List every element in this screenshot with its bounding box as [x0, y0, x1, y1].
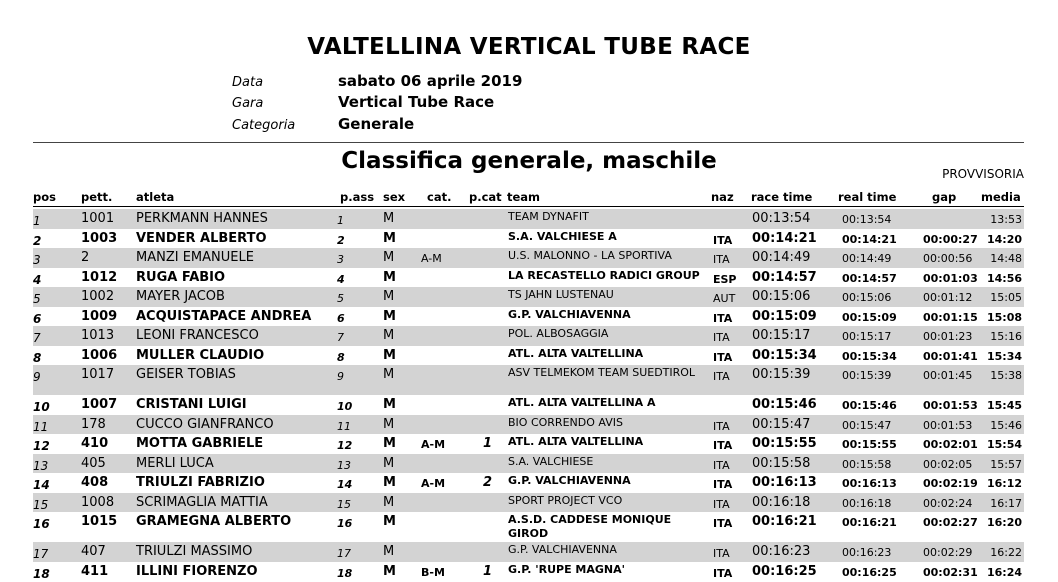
cell-team: ATL. ALTA VALTELLINA A	[508, 396, 656, 409]
col-header-gap: gap	[932, 190, 957, 204]
cell-sex: M	[383, 230, 396, 246]
cell-team: G.P. VALCHIAVENNA	[508, 543, 617, 556]
cell-position: 15	[33, 497, 49, 512]
cell-overall-place: 14	[337, 478, 353, 491]
cell-average: 14:56	[986, 271, 1022, 285]
cell-sex: M	[383, 416, 395, 432]
cell-category: B-M	[421, 565, 445, 579]
cell-athlete-name: ILLINI FIORENZO	[136, 563, 258, 579]
cell-team: G.P. VALCHIAVENNA	[508, 474, 631, 487]
cell-gap: 00:00:27	[923, 232, 978, 246]
cell-real-time: 00:13:54	[842, 213, 892, 226]
cell-bib-number: 1013	[81, 328, 115, 343]
cell-nation: ITA	[713, 566, 733, 580]
cell-gap: 00:02:05	[923, 457, 973, 471]
cell-position: 12	[33, 439, 50, 453]
meta-value-categoria: Generale	[338, 115, 415, 133]
cell-nation: ITA	[713, 331, 730, 344]
cell-athlete-name: MOTTA GABRIELE	[136, 436, 264, 451]
cell-position: 1	[33, 214, 41, 228]
cell-gap: 00:01:53	[923, 399, 978, 412]
cell-overall-place: 12	[337, 439, 353, 452]
cell-bib-number: 1012	[81, 269, 118, 285]
cell-real-time: 00:15:34	[842, 349, 897, 363]
cell-bib-number: 1006	[81, 347, 118, 363]
cell-sex: M	[383, 250, 395, 265]
cell-athlete-name: MANZI EMANUELE	[136, 250, 254, 265]
cell-sex: M	[383, 563, 396, 579]
col-header-pass: p.ass	[340, 190, 375, 204]
cell-gap: 00:01:41	[923, 349, 978, 363]
ranking-title: Classifica generale, maschile	[341, 148, 717, 174]
cell-race-time: 00:16:18	[752, 494, 811, 510]
table-row	[33, 346, 1024, 366]
cell-athlete-name: GEISER TOBIAS	[136, 367, 236, 382]
cell-sex: M	[383, 328, 395, 343]
cell-sex: M	[383, 544, 395, 559]
cell-athlete-name: CRISTANI LUIGI	[136, 397, 247, 412]
cell-sex: M	[383, 308, 396, 324]
cell-athlete-name: TRIULZI MASSIMO	[136, 544, 253, 559]
cell-team: U.S. MALONNO - LA SPORTIVA	[508, 249, 672, 262]
cell-position: 14	[33, 478, 50, 492]
table-row	[33, 307, 1024, 327]
table-row	[33, 454, 1024, 474]
cell-nation: ITA	[713, 439, 733, 452]
cell-bib-number: 411	[81, 563, 109, 579]
cell-race-time: 00:16:25	[752, 563, 817, 579]
cell-athlete-name: PERKMANN HANNES	[136, 211, 268, 226]
cell-gap: 00:02:31	[923, 565, 978, 579]
cell-team: ASV TELMEKOM TEAM SUEDTIROL	[508, 366, 696, 379]
cell-position: 9	[33, 370, 41, 384]
cell-real-time: 00:15:39	[842, 369, 892, 382]
cell-real-time: 00:14:21	[842, 232, 897, 246]
cell-bib-number: 408	[81, 475, 109, 490]
cell-race-time: 00:16:13	[752, 475, 817, 490]
cell-overall-place: 17	[337, 547, 351, 560]
cell-bib-number: 405	[81, 455, 106, 471]
cell-position: 6	[33, 311, 42, 326]
cell-team: G.P. VALCHIAVENNA	[508, 307, 631, 321]
cell-overall-place: 2	[337, 233, 345, 247]
table-row	[33, 415, 1024, 435]
cell-position: 13	[33, 458, 49, 473]
cell-position: 17	[33, 547, 49, 561]
cell-overall-place: 5	[337, 292, 344, 305]
cell-nation: ITA	[713, 458, 730, 472]
cell-average: 16:17	[990, 496, 1022, 510]
cell-gap: 00:01:23	[923, 330, 973, 343]
cell-bib-number: 1009	[81, 308, 118, 324]
cell-bib-number: 1017	[81, 367, 115, 382]
cell-average: 15:34	[986, 349, 1022, 363]
cell-gap: 00:01:45	[923, 369, 973, 382]
cell-race-time: 00:14:49	[752, 250, 811, 265]
cell-race-time: 00:15:47	[752, 416, 811, 432]
cell-real-time: 00:16:25	[842, 565, 897, 579]
col-header-sex: sex	[383, 190, 406, 204]
cell-average: 15:57	[990, 457, 1022, 471]
cell-nation: ITA	[713, 478, 733, 491]
cell-overall-place: 7	[337, 331, 344, 344]
cell-race-time: 00:15:34	[752, 347, 817, 363]
table-row	[33, 473, 1024, 493]
cell-race-time: 00:15:17	[752, 328, 811, 343]
cell-race-time: 00:15:09	[752, 308, 817, 324]
cell-category: A-M	[421, 477, 446, 490]
cell-overall-place: 18	[337, 566, 353, 580]
cell-average: 15:54	[986, 438, 1022, 451]
cell-race-time: 00:15:06	[752, 289, 811, 304]
cell-gap: 00:02:19	[923, 477, 978, 490]
cell-position: 2	[33, 233, 42, 248]
cell-athlete-name: MAYER JACOB	[136, 289, 225, 304]
cell-race-time: 00:15:46	[752, 397, 817, 412]
cell-real-time: 00:14:57	[842, 271, 897, 285]
cell-nation: ITA	[713, 419, 730, 433]
cell-sex: M	[383, 494, 395, 510]
table-row	[33, 512, 1024, 542]
cell-real-time: 00:15:55	[842, 438, 897, 451]
cell-team: TS JAHN LUSTENAU	[508, 288, 614, 301]
cell-bib-number: 2	[81, 250, 90, 265]
cell-overall-place: 4	[337, 272, 345, 286]
cell-gap: 00:01:03	[923, 271, 978, 285]
cell-nation: ITA	[713, 233, 733, 247]
table-row	[33, 287, 1024, 307]
cell-real-time: 00:16:13	[842, 477, 897, 490]
cell-bib-number: 1015	[81, 514, 118, 529]
cell-athlete-name: TRIULZI FABRIZIO	[136, 475, 265, 490]
cell-sex: M	[383, 514, 396, 529]
cell-team: S.A. VALCHIESE A	[508, 229, 617, 243]
cell-team: LA RECASTELLO RADICI GROUP	[508, 268, 700, 282]
cell-position: 3	[33, 253, 41, 267]
cell-real-time: 00:15:58	[842, 457, 892, 471]
column-header-rule	[33, 206, 1024, 207]
cell-position: 7	[33, 331, 41, 345]
cell-team: ATL. ALTA VALTELLINA	[508, 346, 644, 360]
cell-race-time: 00:15:39	[752, 367, 811, 382]
cell-nation: ITA	[713, 253, 730, 266]
cell-overall-place: 9	[337, 370, 344, 383]
cell-average: 15:05	[990, 291, 1022, 304]
cell-bib-number: 178	[81, 416, 106, 432]
header-divider	[33, 142, 1024, 143]
cell-average: 16:24	[986, 565, 1022, 579]
cell-team: SPORT PROJECT VCO	[508, 493, 623, 507]
cell-race-time: 00:16:21	[752, 514, 817, 529]
cell-athlete-name: VENDER ALBERTO	[136, 230, 267, 246]
cell-category-place: 1	[483, 436, 493, 451]
cell-bib-number: 1008	[81, 494, 115, 510]
cell-average: 16:12	[986, 477, 1022, 490]
cell-category: A-M	[421, 438, 446, 451]
table-row	[33, 229, 1024, 249]
cell-real-time: 00:16:23	[842, 546, 892, 559]
table-row	[33, 542, 1024, 562]
cell-gap: 00:02:29	[923, 546, 973, 559]
cell-race-time: 00:16:23	[752, 544, 811, 559]
col-header-pos: pos	[33, 190, 56, 204]
cell-category-place: 1	[483, 563, 493, 579]
col-header-cat: cat.	[427, 190, 452, 204]
cell-nation: ESP	[713, 272, 737, 286]
table-row	[33, 268, 1024, 288]
col-header-pcat: p.cat	[469, 190, 502, 204]
cell-average: 15:45	[986, 399, 1022, 412]
cell-average: 16:20	[986, 516, 1022, 529]
cell-nation: ITA	[713, 517, 733, 530]
cell-overall-place: 1	[337, 214, 344, 227]
meta-label-gara: Gara	[232, 96, 264, 111]
cell-real-time: 00:15:09	[842, 310, 897, 324]
col-header-real-time: real time	[838, 190, 897, 204]
table-row	[33, 562, 1024, 582]
cell-team: S.A. VALCHIESE	[508, 454, 594, 468]
cell-overall-place: 10	[337, 400, 353, 413]
cell-real-time: 00:16:21	[842, 516, 897, 529]
cell-athlete-name: SCRIMAGLIA MATTIA	[136, 494, 268, 510]
cell-sex: M	[383, 436, 396, 451]
meta-value-gara: Vertical Tube Race	[338, 93, 495, 111]
table-row	[33, 209, 1024, 229]
cell-athlete-name: MULLER CLAUDIO	[136, 347, 265, 363]
cell-gap: 00:01:15	[923, 310, 978, 324]
cell-real-time: 00:15:06	[842, 291, 892, 304]
cell-athlete-name: GRAMEGNA ALBERTO	[136, 514, 292, 529]
cell-average: 15:16	[990, 330, 1022, 343]
cell-athlete-name: RUGA FABIO	[136, 269, 226, 285]
cell-race-time: 00:14:21	[752, 230, 817, 246]
cell-position: 4	[33, 272, 42, 287]
cell-bib-number: 410	[81, 436, 109, 451]
table-row	[33, 395, 1024, 415]
cell-real-time: 00:14:49	[842, 252, 892, 265]
cell-real-time: 00:15:17	[842, 330, 892, 343]
cell-overall-place: 11	[337, 419, 351, 433]
col-header-atleta: atleta	[136, 190, 175, 204]
cell-nation: ITA	[713, 547, 730, 560]
cell-overall-place: 16	[337, 517, 353, 530]
cell-sex: M	[383, 455, 395, 471]
cell-team: ATL. ALTA VALTELLINA	[508, 435, 644, 448]
cell-gap: 00:02:01	[923, 438, 978, 451]
cell-overall-place: 8	[337, 350, 345, 364]
cell-category-place: 2	[483, 475, 493, 490]
table-row	[33, 434, 1024, 454]
cell-race-time: 00:15:55	[752, 436, 817, 451]
cell-race-time: 00:15:58	[752, 455, 811, 471]
cell-position: 5	[33, 292, 41, 306]
table-row	[33, 326, 1024, 346]
cell-athlete-name: LEONI FRANCESCO	[136, 328, 259, 343]
cell-overall-place: 3	[337, 253, 344, 266]
meta-label-categoria: Categoria	[232, 118, 296, 133]
cell-average: 14:48	[990, 252, 1022, 265]
col-header-race-time: race time	[751, 190, 813, 204]
table-row	[33, 493, 1024, 513]
cell-nation: ITA	[713, 311, 733, 325]
cell-gap: 00:01:12	[923, 291, 973, 304]
cell-average: 15:46	[990, 418, 1022, 432]
meta-value-data: sabato 06 aprile 2019	[338, 72, 523, 90]
cell-sex: M	[383, 475, 396, 490]
cell-gap: 00:01:53	[923, 418, 973, 432]
cell-sex: M	[383, 367, 395, 382]
cell-overall-place: 13	[337, 458, 351, 472]
cell-team: POL. ALBOSAGGIA	[508, 327, 609, 340]
cell-position: 11	[33, 419, 49, 434]
cell-nation: AUT	[713, 292, 736, 305]
col-header-media: media	[981, 190, 1021, 204]
cell-gap: 00:02:27	[923, 516, 978, 529]
cell-average: 16:22	[990, 546, 1022, 559]
cell-overall-place: 15	[337, 497, 351, 511]
cell-bib-number: 1003	[81, 230, 118, 246]
cell-race-time: 00:14:57	[752, 269, 817, 285]
cell-position: 8	[33, 350, 42, 365]
cell-bib-number: 1001	[81, 211, 115, 226]
cell-overall-place: 6	[337, 311, 345, 325]
cell-bib-number: 1002	[81, 289, 115, 304]
cell-team: A.S.D. CADDESE MONIQUE GIROD	[508, 513, 672, 540]
cell-sex: M	[383, 211, 395, 226]
table-row	[33, 248, 1024, 268]
status-label: PROVVISORIA	[942, 167, 1024, 181]
cell-average: 15:08	[986, 310, 1022, 324]
table-row	[33, 365, 1024, 395]
cell-sex: M	[383, 269, 396, 285]
cell-athlete-name: ACQUISTAPACE ANDREA	[136, 308, 312, 324]
cell-nation: ITA	[713, 350, 733, 364]
cell-nation: ITA	[713, 370, 730, 383]
cell-nation: ITA	[713, 497, 730, 511]
cell-sex: M	[383, 347, 396, 363]
cell-position: 18	[33, 566, 50, 581]
cell-gap: 00:02:24	[923, 496, 973, 510]
cell-sex: M	[383, 397, 396, 412]
cell-average: 15:38	[990, 369, 1022, 382]
cell-real-time: 00:16:18	[842, 496, 892, 510]
cell-team: TEAM DYNAFIT	[508, 210, 589, 223]
cell-bib-number: 407	[81, 544, 106, 559]
cell-category: A-M	[421, 252, 442, 265]
cell-gap: 00:00:56	[923, 252, 973, 265]
cell-team: BIO CORRENDO AVIS	[508, 415, 623, 429]
cell-position: 16	[33, 517, 50, 531]
col-header-pett: pett.	[81, 190, 113, 204]
cell-real-time: 00:15:47	[842, 418, 892, 432]
cell-athlete-name: MERLI LUCA	[136, 455, 214, 471]
col-header-naz: naz	[711, 190, 734, 204]
col-header-team: team	[507, 190, 541, 204]
cell-race-time: 00:13:54	[752, 211, 811, 226]
cell-position: 10	[33, 400, 50, 414]
page-title: VALTELLINA VERTICAL TUBE RACE	[307, 34, 751, 60]
meta-label-data: Data	[232, 75, 264, 90]
cell-average: 14:20	[986, 232, 1022, 246]
cell-athlete-name: CUCCO GIANFRANCO	[136, 416, 274, 432]
cell-average: 13:53	[990, 213, 1022, 226]
cell-bib-number: 1007	[81, 397, 118, 412]
cell-team: G.P. 'RUPE MAGNA'	[508, 562, 626, 576]
cell-real-time: 00:15:46	[842, 399, 897, 412]
cell-sex: M	[383, 289, 395, 304]
